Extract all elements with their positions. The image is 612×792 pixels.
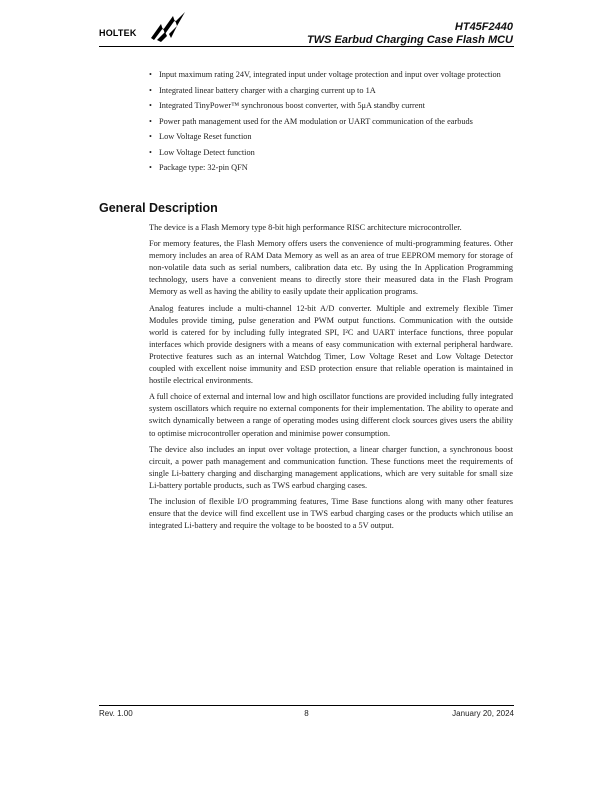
publication-date: January 20, 2024 bbox=[452, 709, 514, 718]
document-title-block bbox=[307, 21, 513, 47]
feature-item: • Integrated TinyPower™ synchronous boost converter, with 5μA standby current bbox=[149, 99, 513, 113]
revision-label: Rev. 1.00 bbox=[99, 709, 133, 718]
bullet-icon: • bbox=[149, 85, 152, 95]
feature-item: • Low Voltage Detect function bbox=[149, 146, 513, 160]
logo-text: HOLTEK bbox=[99, 28, 137, 38]
feature-item: • Integrated linear battery charger with a charging current up to 1A bbox=[149, 84, 513, 98]
body-paragraph: Analog features include a multi-channel 12-bit A/D converter. Multiple and extremely flexible Timer Modules provide timing, pulse generation and PWM output functions. Communication with the outside world is catered for by including fully integrated SPI, I²C and UART interface functions, three popular interfaces which provide designers with a means of easy communication with external peripheral hardware. Protective features such as an internal Watchdog Timer, Low Voltage Reset and Low Voltage Detector coupled with excellent noise immunity and ESD protection ensure that reliable operation is maintained in hostile electrical environments. bbox=[149, 303, 513, 386]
body-paragraph: The device is a Flash Memory type 8-bit high performance RISC architecture microcontroller. bbox=[149, 223, 462, 232]
body-paragraph: The device also includes an input over voltage protection, a linear charger function, a synchronous boost circuit, a power path management and communication function. These functions meet the requirements of single Li-battery charging and discharging management applications, which are very suitable for small size Li-battery portable products, such as TWS earbud charging cases. bbox=[149, 444, 513, 490]
bullet-icon: • bbox=[149, 132, 152, 141]
general-description-body bbox=[149, 222, 513, 536]
page-header bbox=[99, 12, 513, 48]
bullet-icon: • bbox=[149, 147, 152, 157]
feature-item: • Package type: 32-pin QFN bbox=[149, 161, 513, 175]
body-paragraph: For memory features, the Flash Memory offers users the convenience of multi-programming features. Other memory includes an area of RAM Data Memory as well as an area of true EEPROM memory for storage of non-volatile data such as serial numbers, calibration data etc. By using the In Application Programming technology, users have a convenient means to directly store their measured data in the Flash Program Memory as well as having the ability to easily update their application programs. bbox=[149, 239, 513, 297]
body-paragraph: A full choice of external and internal low and high oscillator functions are provided including fully integrated system oscillators which require no external components for their implementation. The ability to operate and switch dynamically between a range of operating modes using different clock sources gives users the ability to optimise microcontroller operation and minimise power consumption. bbox=[149, 392, 513, 438]
header-divider bbox=[99, 46, 514, 47]
feature-list bbox=[149, 68, 513, 177]
bullet-icon: • bbox=[149, 70, 152, 79]
page-footer bbox=[99, 709, 514, 721]
body-paragraph: The inclusion of flexible I/O programming features, Time Base functions along with many other features ensure that the device will find excellent use in TWS earbud charging cases or the products which utilise an integrated Li-battery and require the voltage to be boosted to a 5V output. bbox=[149, 496, 513, 531]
bullet-icon: • bbox=[149, 116, 152, 126]
part-number: HT45F2440 bbox=[454, 21, 513, 33]
footer-divider bbox=[99, 705, 514, 706]
section-heading: General Description bbox=[99, 201, 218, 215]
feature-item: • Input maximum rating 24V, integrated input under voltage protection and input over voltage protection bbox=[149, 68, 513, 82]
feature-item: • Low Voltage Reset function bbox=[149, 130, 513, 144]
logo-wing-icon bbox=[151, 12, 187, 42]
bullet-icon: • bbox=[149, 101, 152, 110]
page-number: 8 bbox=[304, 709, 309, 718]
feature-item: • Power path management used for the AM modulation or UART communication of the earbuds bbox=[149, 115, 513, 129]
holtek-logo bbox=[99, 12, 189, 44]
bullet-icon: • bbox=[149, 163, 152, 172]
document-subtitle: TWS Earbud Charging Case Flash MCU bbox=[307, 34, 513, 46]
